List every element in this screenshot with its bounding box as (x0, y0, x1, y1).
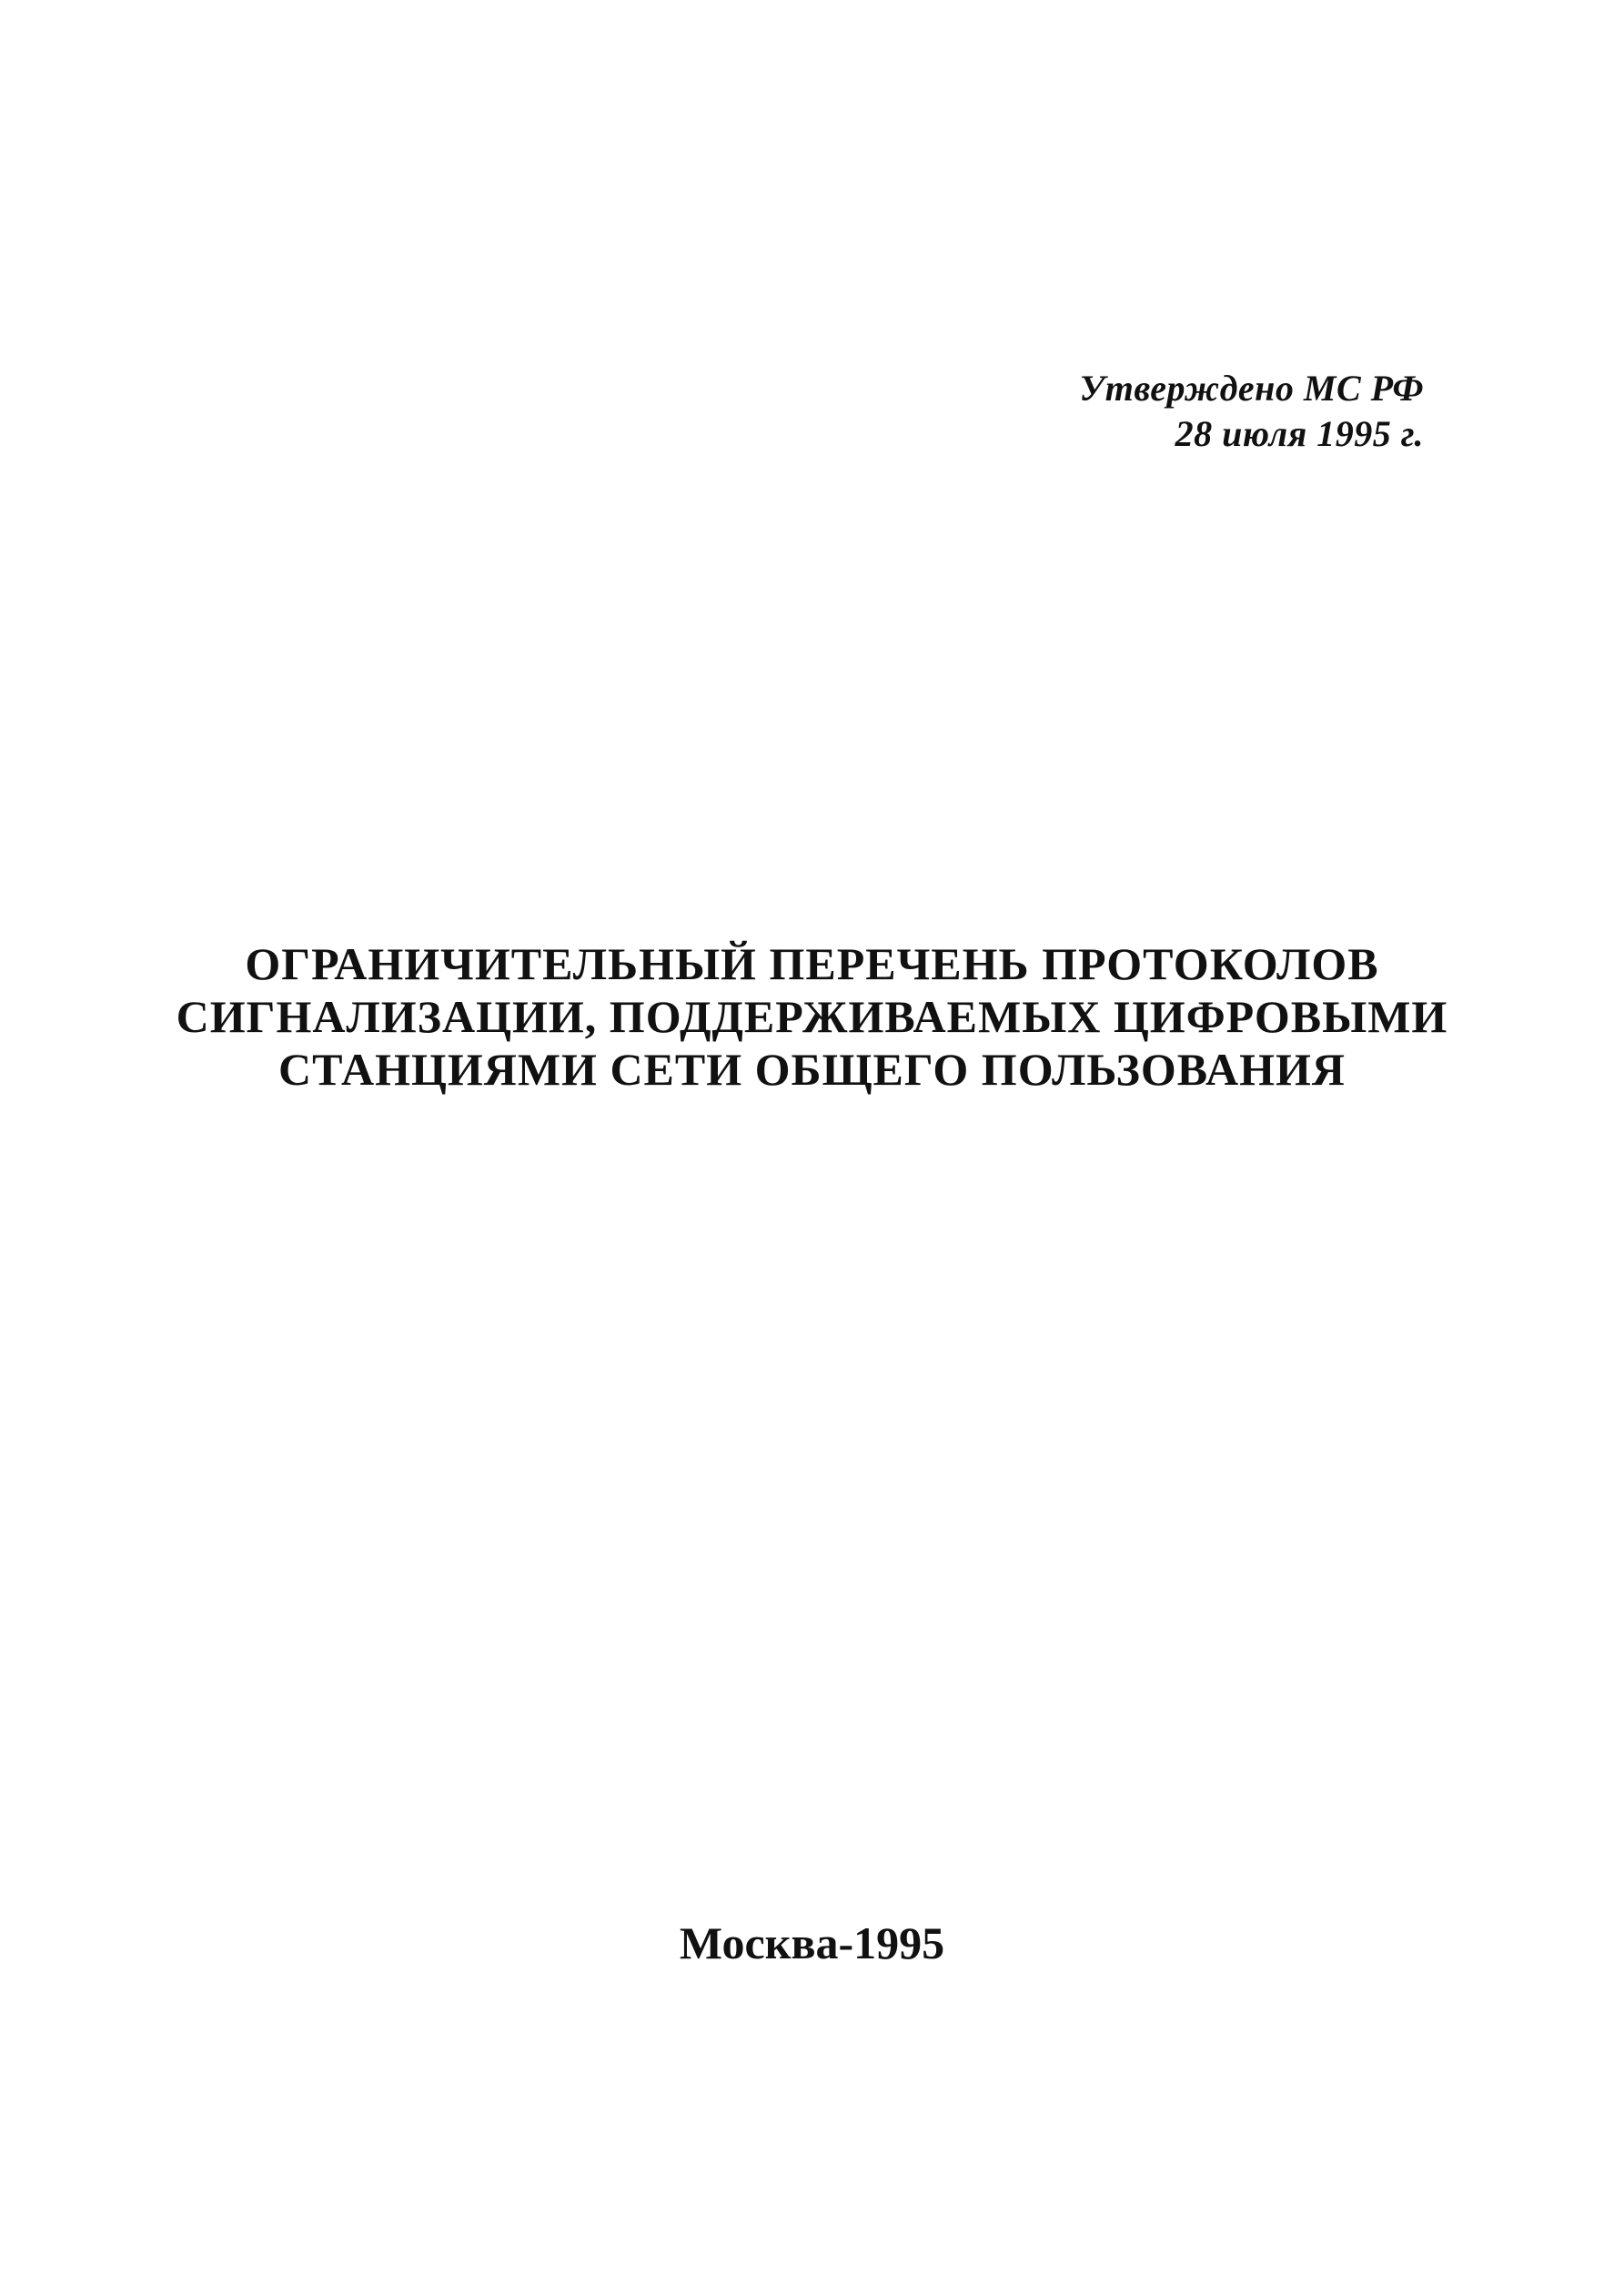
approval-date: 28 июля 1995 г. (1175, 413, 1424, 454)
title-line-3: СТАНЦИЯМИ СЕТИ ОБЩЕГО ПОЛЬЗОВАНИЯ (278, 1044, 1346, 1095)
imprint-city-year: Москва-1995 (679, 1917, 945, 1968)
approval-stamp (1079, 366, 1424, 457)
title-line-1: ОГРАНИЧИТЕЛЬНЫЙ ПЕРЕЧЕНЬ ПРОТОКОЛОВ (245, 938, 1379, 989)
title-line-2: СИГНАЛИЗАЦИИ, ПОДДЕРЖИВАЕМЫХ ЦИФРОВЫМИ (176, 991, 1448, 1042)
document-title (0, 937, 1624, 1096)
approval-authority: Утверждено МС РФ (1079, 368, 1424, 409)
